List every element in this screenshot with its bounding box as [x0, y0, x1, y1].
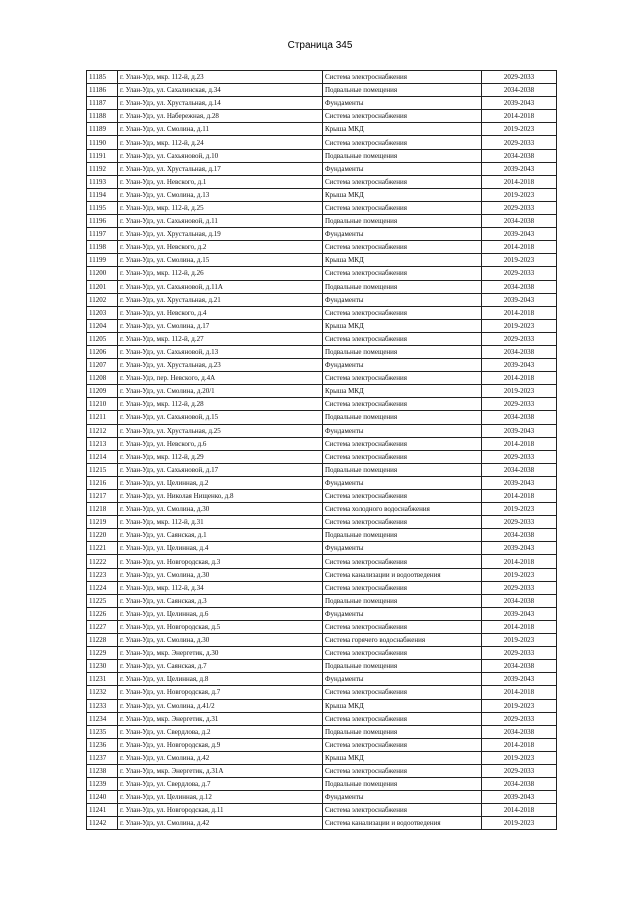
table-row [87, 660, 557, 673]
table-row [87, 71, 557, 84]
system-cell: Система электроснабжения [323, 581, 482, 594]
address-cell: г. Улан-Удэ, ул. Хрустальная, д.25 [118, 424, 323, 437]
period-cell: 2014-2018 [482, 306, 557, 319]
table-row [87, 123, 557, 136]
address-cell: г. Улан-Удэ, мкр. 112-й, д.25 [118, 201, 323, 214]
address-cell: г. Улан-Удэ, ул. Саянская, д.3 [118, 594, 323, 607]
system-cell: Фундаменты [323, 293, 482, 306]
table-row [87, 725, 557, 738]
table-row [87, 175, 557, 188]
address-cell: г. Улан-Удэ, ул. Смолина, д.30 [118, 634, 323, 647]
system-cell: Система электроснабжения [323, 686, 482, 699]
row-number: 11226 [87, 607, 118, 620]
row-number: 11200 [87, 267, 118, 280]
period-cell: 2034-2038 [482, 280, 557, 293]
address-cell: г. Улан-Удэ, мкр. 112-й, д.24 [118, 136, 323, 149]
system-cell: Подвальные помещения [323, 84, 482, 97]
period-cell: 2039-2043 [482, 228, 557, 241]
address-cell: г. Улан-Удэ, мкр. 112-й, д.29 [118, 450, 323, 463]
period-cell: 2029-2033 [482, 201, 557, 214]
row-number: 11190 [87, 136, 118, 149]
table-row [87, 686, 557, 699]
period-cell: 2034-2038 [482, 594, 557, 607]
table-row [87, 201, 557, 214]
table-row [87, 804, 557, 817]
table-row [87, 437, 557, 450]
system-cell: Крыша МКД [323, 123, 482, 136]
period-cell: 2014-2018 [482, 804, 557, 817]
row-number: 11195 [87, 201, 118, 214]
table-row [87, 398, 557, 411]
row-number: 11214 [87, 450, 118, 463]
row-number: 11220 [87, 529, 118, 542]
period-cell: 2029-2033 [482, 712, 557, 725]
table-row [87, 620, 557, 633]
period-cell: 2019-2023 [482, 319, 557, 332]
row-number: 11191 [87, 149, 118, 162]
address-cell: г. Улан-Удэ, ул. Невского, д.6 [118, 437, 323, 450]
address-cell: г. Улан-Удэ, ул. Смолина, д.17 [118, 319, 323, 332]
period-cell: 2019-2023 [482, 188, 557, 201]
address-cell: г. Улан-Удэ, ул. Сахьяновой, д.13 [118, 345, 323, 358]
system-cell: Крыша МКД [323, 385, 482, 398]
system-cell: Система электроснабжения [323, 764, 482, 777]
address-cell: г. Улан-Удэ, пер. Невского, д.4А [118, 372, 323, 385]
system-cell: Крыша МКД [323, 188, 482, 201]
period-cell: 2014-2018 [482, 686, 557, 699]
row-number: 11224 [87, 581, 118, 594]
table-row [87, 738, 557, 751]
table-row [87, 764, 557, 777]
row-number: 11228 [87, 634, 118, 647]
row-number: 11192 [87, 162, 118, 175]
register-table-body [87, 71, 557, 830]
system-cell: Подвальные помещения [323, 660, 482, 673]
address-cell: г. Улан-Удэ, мкр. 112-й, д.34 [118, 581, 323, 594]
period-cell: 2039-2043 [482, 359, 557, 372]
period-cell: 2039-2043 [482, 607, 557, 620]
period-cell: 2039-2043 [482, 293, 557, 306]
row-number: 11239 [87, 778, 118, 791]
period-cell: 2039-2043 [482, 673, 557, 686]
table-row [87, 712, 557, 725]
system-cell: Система электроснабжения [323, 647, 482, 660]
system-cell: Подвальные помещения [323, 529, 482, 542]
system-cell: Фундаменты [323, 228, 482, 241]
period-cell: 2029-2033 [482, 71, 557, 84]
table-row [87, 345, 557, 358]
table-row [87, 529, 557, 542]
row-number: 11199 [87, 254, 118, 267]
row-number: 11203 [87, 306, 118, 319]
address-cell: г. Улан-Удэ, ул. Смолина, д.13 [118, 188, 323, 201]
address-cell: г. Улан-Удэ, ул. Сахьяновой, д.10 [118, 149, 323, 162]
period-cell: 2019-2023 [482, 817, 557, 830]
period-cell: 2019-2023 [482, 699, 557, 712]
address-cell: г. Улан-Удэ, ул. Смолина, д.42 [118, 817, 323, 830]
address-cell: г. Улан-Удэ, ул. Сахьяновой, д.11 [118, 215, 323, 228]
period-cell: 2014-2018 [482, 372, 557, 385]
row-number: 11222 [87, 555, 118, 568]
address-cell: г. Улан-Удэ, ул. Хрустальная, д.21 [118, 293, 323, 306]
system-cell: Система электроснабжения [323, 490, 482, 503]
address-cell: г. Улан-Удэ, ул. Смолина, д.20/1 [118, 385, 323, 398]
address-cell: г. Улан-Удэ, ул. Невского, д.1 [118, 175, 323, 188]
address-cell: г. Улан-Удэ, ул. Николая Нищенко, д.8 [118, 490, 323, 503]
table-row [87, 542, 557, 555]
system-cell: Подвальные помещения [323, 778, 482, 791]
system-cell: Система электроснабжения [323, 175, 482, 188]
address-cell: г. Улан-Удэ, ул. Новгородская, д.7 [118, 686, 323, 699]
table-row [87, 228, 557, 241]
row-number: 11186 [87, 84, 118, 97]
period-cell: 2014-2018 [482, 490, 557, 503]
address-cell: г. Улан-Удэ, ул. Новгородская, д.5 [118, 620, 323, 633]
row-number: 11223 [87, 568, 118, 581]
table-row [87, 97, 557, 110]
address-cell: г. Улан-Удэ, ул. Набережная, д.28 [118, 110, 323, 123]
system-cell: Подвальные помещения [323, 149, 482, 162]
system-cell: Фундаменты [323, 359, 482, 372]
row-number: 11188 [87, 110, 118, 123]
address-cell: г. Улан-Удэ, ул. Целинная, д.8 [118, 673, 323, 686]
row-number: 11217 [87, 490, 118, 503]
system-cell: Система электроснабжения [323, 398, 482, 411]
address-cell: г. Улан-Удэ, ул. Смолина, д.11 [118, 123, 323, 136]
address-cell: г. Улан-Удэ, ул. Хрустальная, д.19 [118, 228, 323, 241]
system-cell: Система канализации и водоотведения [323, 568, 482, 581]
system-cell: Подвальные помещения [323, 594, 482, 607]
address-cell: г. Улан-Удэ, ул. Хрустальная, д.17 [118, 162, 323, 175]
table-row [87, 293, 557, 306]
register-table [86, 70, 557, 830]
address-cell: г. Улан-Удэ, ул. Целинная, д.6 [118, 607, 323, 620]
period-cell: 2039-2043 [482, 791, 557, 804]
row-number: 11218 [87, 503, 118, 516]
period-cell: 2039-2043 [482, 97, 557, 110]
period-cell: 2029-2033 [482, 647, 557, 660]
system-cell: Фундаменты [323, 162, 482, 175]
system-cell: Подвальные помещения [323, 411, 482, 424]
table-row [87, 634, 557, 647]
row-number: 11187 [87, 97, 118, 110]
period-cell: 2019-2023 [482, 123, 557, 136]
row-number: 11197 [87, 228, 118, 241]
period-cell: 2034-2038 [482, 725, 557, 738]
address-cell: г. Улан-Удэ, ул. Свердлова, д.7 [118, 778, 323, 791]
address-cell: г. Улан-Удэ, мкр. 112-й, д.23 [118, 71, 323, 84]
table-row [87, 503, 557, 516]
period-cell: 2039-2043 [482, 542, 557, 555]
table-row [87, 332, 557, 345]
address-cell: г. Улан-Удэ, ул. Новгородская, д.11 [118, 804, 323, 817]
table-row [87, 215, 557, 228]
system-cell: Фундаменты [323, 542, 482, 555]
table-row [87, 359, 557, 372]
period-cell: 2034-2038 [482, 778, 557, 791]
row-number: 11205 [87, 332, 118, 345]
address-cell: г. Улан-Удэ, мкр. Энергетик, д.31А [118, 764, 323, 777]
system-cell: Фундаменты [323, 97, 482, 110]
address-cell: г. Улан-Удэ, ул. Саянская, д.1 [118, 529, 323, 542]
row-number: 11185 [87, 71, 118, 84]
row-number: 11212 [87, 424, 118, 437]
period-cell: 2019-2023 [482, 634, 557, 647]
period-cell: 2039-2043 [482, 476, 557, 489]
table-row [87, 84, 557, 97]
table-row [87, 188, 557, 201]
address-cell: г. Улан-Удэ, ул. Хрустальная, д.14 [118, 97, 323, 110]
address-cell: г. Улан-Удэ, ул. Новгородская, д.9 [118, 738, 323, 751]
period-cell: 2019-2023 [482, 568, 557, 581]
row-number: 11189 [87, 123, 118, 136]
table-row [87, 306, 557, 319]
system-cell: Система электроснабжения [323, 372, 482, 385]
row-number: 11235 [87, 725, 118, 738]
row-number: 11193 [87, 175, 118, 188]
page-title: Страница 345 [287, 40, 353, 51]
table-row [87, 516, 557, 529]
table-row [87, 699, 557, 712]
system-cell: Фундаменты [323, 476, 482, 489]
row-number: 11210 [87, 398, 118, 411]
row-number: 11208 [87, 372, 118, 385]
system-cell: Система электроснабжения [323, 437, 482, 450]
period-cell: 2029-2033 [482, 450, 557, 463]
address-cell: г. Улан-Удэ, ул. Невского, д.2 [118, 241, 323, 254]
row-number: 11215 [87, 463, 118, 476]
period-cell: 2034-2038 [482, 215, 557, 228]
system-cell: Подвальные помещения [323, 345, 482, 358]
row-number: 11236 [87, 738, 118, 751]
row-number: 11198 [87, 241, 118, 254]
address-cell: г. Улан-Удэ, ул. Смолина, д.41/2 [118, 699, 323, 712]
table-row [87, 751, 557, 764]
address-cell: г. Улан-Удэ, ул. Смолина, д.30 [118, 568, 323, 581]
system-cell: Система горячего водоснабжения [323, 634, 482, 647]
row-number: 11202 [87, 293, 118, 306]
row-number: 11201 [87, 280, 118, 293]
row-number: 11196 [87, 215, 118, 228]
table-row [87, 385, 557, 398]
address-cell: г. Улан-Удэ, ул. Целинная, д.12 [118, 791, 323, 804]
row-number: 11211 [87, 411, 118, 424]
address-cell: г. Улан-Удэ, ул. Целинная, д.4 [118, 542, 323, 555]
row-number: 11216 [87, 476, 118, 489]
table-row [87, 594, 557, 607]
row-number: 11232 [87, 686, 118, 699]
address-cell: г. Улан-Удэ, мкр. 112-й, д.28 [118, 398, 323, 411]
address-cell: г. Улан-Удэ, ул. Сахьяновой, д.15 [118, 411, 323, 424]
period-cell: 2019-2023 [482, 751, 557, 764]
table-row [87, 450, 557, 463]
address-cell: г. Улан-Удэ, ул. Новгородская, д.3 [118, 555, 323, 568]
system-cell: Система электроснабжения [323, 516, 482, 529]
address-cell: г. Улан-Удэ, мкр. 112-й, д.31 [118, 516, 323, 529]
period-cell: 2034-2038 [482, 84, 557, 97]
period-cell: 2034-2038 [482, 411, 557, 424]
row-number: 11204 [87, 319, 118, 332]
row-number: 11227 [87, 620, 118, 633]
row-number: 11230 [87, 660, 118, 673]
row-number: 11234 [87, 712, 118, 725]
table-row [87, 136, 557, 149]
system-cell: Система электроснабжения [323, 620, 482, 633]
period-cell: 2034-2038 [482, 660, 557, 673]
system-cell: Система электроснабжения [323, 241, 482, 254]
system-cell: Подвальные помещения [323, 725, 482, 738]
address-cell: г. Улан-Удэ, ул. Целинная, д.2 [118, 476, 323, 489]
row-number: 11207 [87, 359, 118, 372]
period-cell: 2029-2033 [482, 267, 557, 280]
address-cell: г. Улан-Удэ, мкр. 112-й, д.26 [118, 267, 323, 280]
table-row [87, 162, 557, 175]
table-row [87, 372, 557, 385]
address-cell: г. Улан-Удэ, ул. Сахьяновой, д.17 [118, 463, 323, 476]
address-cell: г. Улан-Удэ, ул. Саянская, д.7 [118, 660, 323, 673]
system-cell: Система электроснабжения [323, 306, 482, 319]
period-cell: 2039-2043 [482, 162, 557, 175]
table-row [87, 267, 557, 280]
period-cell: 2014-2018 [482, 437, 557, 450]
period-cell: 2029-2033 [482, 516, 557, 529]
system-cell: Крыша МКД [323, 319, 482, 332]
table-row [87, 568, 557, 581]
table-row [87, 817, 557, 830]
system-cell: Фундаменты [323, 791, 482, 804]
address-cell: г. Улан-Удэ, ул. Свердлова, д.2 [118, 725, 323, 738]
period-cell: 2029-2033 [482, 398, 557, 411]
system-cell: Система электроснабжения [323, 136, 482, 149]
system-cell: Подвальные помещения [323, 215, 482, 228]
table-row [87, 319, 557, 332]
period-cell: 2034-2038 [482, 463, 557, 476]
system-cell: Крыша МКД [323, 254, 482, 267]
system-cell: Крыша МКД [323, 751, 482, 764]
system-cell: Система электроснабжения [323, 201, 482, 214]
period-cell: 2019-2023 [482, 503, 557, 516]
row-number: 11229 [87, 647, 118, 660]
system-cell: Система электроснабжения [323, 712, 482, 725]
system-cell: Система электроснабжения [323, 110, 482, 123]
period-cell: 2029-2033 [482, 764, 557, 777]
system-cell: Фундаменты [323, 424, 482, 437]
address-cell: г. Улан-Удэ, ул. Смолина, д.15 [118, 254, 323, 267]
system-cell: Система холодного водоснабжения [323, 503, 482, 516]
row-number: 11240 [87, 791, 118, 804]
table-row [87, 424, 557, 437]
period-cell: 2034-2038 [482, 149, 557, 162]
table-row [87, 463, 557, 476]
address-cell: г. Улан-Удэ, мкр. Энергетик, д.30 [118, 647, 323, 660]
row-number: 11206 [87, 345, 118, 358]
address-cell: г. Улан-Удэ, ул. Невского, д.4 [118, 306, 323, 319]
row-number: 11233 [87, 699, 118, 712]
table-row [87, 280, 557, 293]
system-cell: Крыша МКД [323, 699, 482, 712]
row-number: 11241 [87, 804, 118, 817]
table-row [87, 476, 557, 489]
row-number: 11209 [87, 385, 118, 398]
table-row [87, 149, 557, 162]
period-cell: 2029-2033 [482, 581, 557, 594]
system-cell: Система электроснабжения [323, 332, 482, 345]
system-cell: Система электроснабжения [323, 804, 482, 817]
system-cell: Фундаменты [323, 673, 482, 686]
table-row [87, 555, 557, 568]
period-cell: 2019-2023 [482, 385, 557, 398]
address-cell: г. Улан-Удэ, ул. Сахьяновой, д.11А [118, 280, 323, 293]
system-cell: Подвальные помещения [323, 280, 482, 293]
table-row [87, 673, 557, 686]
table-row [87, 490, 557, 503]
system-cell: Система канализации и водоотведения [323, 817, 482, 830]
table-row [87, 254, 557, 267]
period-cell: 2014-2018 [482, 175, 557, 188]
period-cell: 2029-2033 [482, 332, 557, 345]
period-cell: 2014-2018 [482, 110, 557, 123]
row-number: 11194 [87, 188, 118, 201]
table-row [87, 411, 557, 424]
address-cell: г. Улан-Удэ, ул. Сахалинская, д.34 [118, 84, 323, 97]
system-cell: Система электроснабжения [323, 71, 482, 84]
table-row [87, 791, 557, 804]
row-number: 11213 [87, 437, 118, 450]
system-cell: Система электроснабжения [323, 555, 482, 568]
address-cell: г. Улан-Удэ, ул. Хрустальная, д.23 [118, 359, 323, 372]
system-cell: Подвальные помещения [323, 463, 482, 476]
address-cell: г. Улан-Удэ, ул. Смолина, д.30 [118, 503, 323, 516]
table-row [87, 778, 557, 791]
period-cell: 2014-2018 [482, 738, 557, 751]
table-row [87, 241, 557, 254]
table-row [87, 581, 557, 594]
row-number: 11225 [87, 594, 118, 607]
period-cell: 2014-2018 [482, 620, 557, 633]
period-cell: 2034-2038 [482, 345, 557, 358]
system-cell: Система электроснабжения [323, 738, 482, 751]
table-row [87, 607, 557, 620]
system-cell: Фундаменты [323, 607, 482, 620]
period-cell: 2039-2043 [482, 424, 557, 437]
address-cell: г. Улан-Удэ, мкр. 112-й, д.27 [118, 332, 323, 345]
row-number: 11242 [87, 817, 118, 830]
row-number: 11221 [87, 542, 118, 555]
address-cell: г. Улан-Удэ, мкр. Энергетик, д.31 [118, 712, 323, 725]
table-row [87, 110, 557, 123]
row-number: 11231 [87, 673, 118, 686]
row-number: 11238 [87, 764, 118, 777]
table-row [87, 647, 557, 660]
row-number: 11237 [87, 751, 118, 764]
system-cell: Система электроснабжения [323, 450, 482, 463]
period-cell: 2034-2038 [482, 529, 557, 542]
period-cell: 2019-2023 [482, 254, 557, 267]
period-cell: 2014-2018 [482, 241, 557, 254]
row-number: 11219 [87, 516, 118, 529]
address-cell: г. Улан-Удэ, ул. Смолина, д.42 [118, 751, 323, 764]
system-cell: Система электроснабжения [323, 267, 482, 280]
period-cell: 2014-2018 [482, 555, 557, 568]
period-cell: 2029-2033 [482, 136, 557, 149]
